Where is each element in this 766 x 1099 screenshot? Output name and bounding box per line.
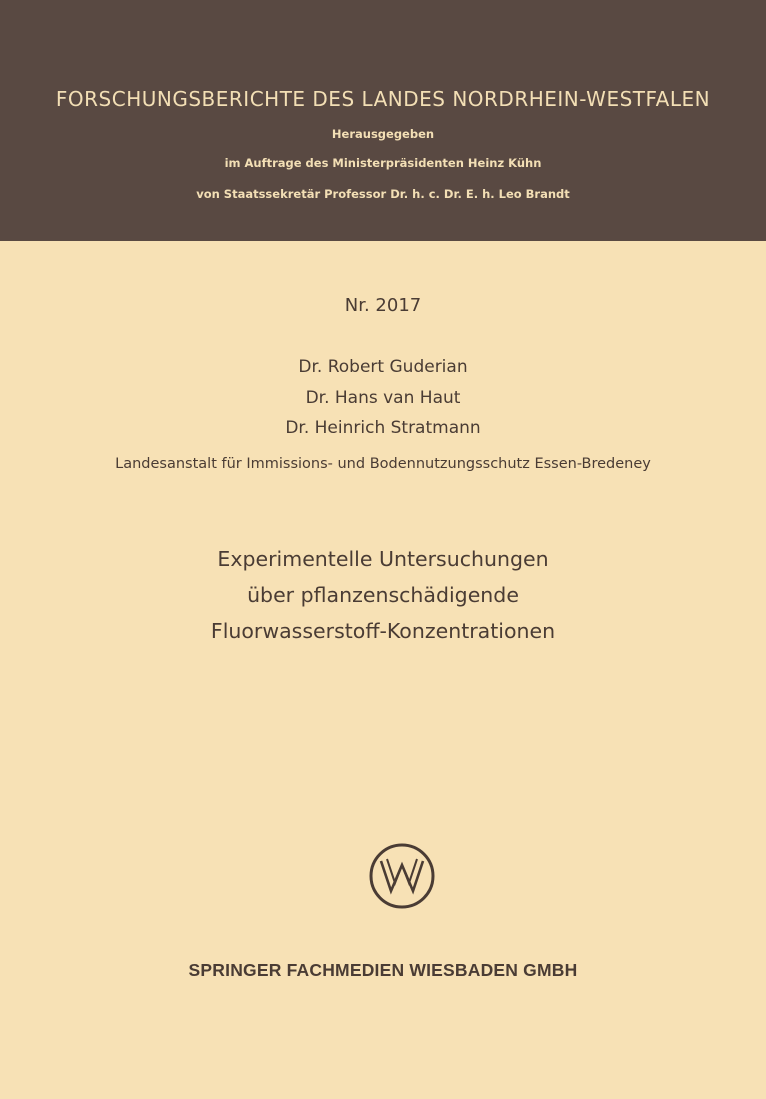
book-title-line: über pflanzenschädigende	[247, 583, 519, 607]
series-title: FORSCHUNGSBERICHTE DES LANDES NORDRHEIN-WESTFALEN	[55, 87, 711, 111]
secretary-line: von Staatssekretär Professor Dr. h. c. Dr. E. h. Leo Brandt	[196, 187, 570, 201]
author-name: Dr. Heinrich Stratmann	[285, 418, 481, 438]
volume-number: Nr. 2017	[344, 295, 422, 316]
author-name: Dr. Robert Guderian	[298, 357, 468, 377]
header-band	[0, 0, 766, 241]
springer-vw-logo-icon	[369, 843, 435, 909]
editor-line: Herausgegeben	[331, 127, 435, 141]
book-title-line: Fluorwasserstoff-Konzentrationen	[210, 619, 556, 643]
institute-name: Landesanstalt für Immissions- und Bodennutzungsschutz Essen-Bredeney	[115, 456, 651, 472]
commission-line: im Auftrage des Ministerpräsidenten Heinz Kühn	[224, 156, 542, 170]
publisher-name: SPRINGER FACHMEDIEN WIESBADEN GMBH	[188, 960, 578, 980]
book-title-line: Experimentelle Untersuchungen	[217, 547, 549, 571]
author-name: Dr. Hans van Haut	[305, 388, 461, 408]
